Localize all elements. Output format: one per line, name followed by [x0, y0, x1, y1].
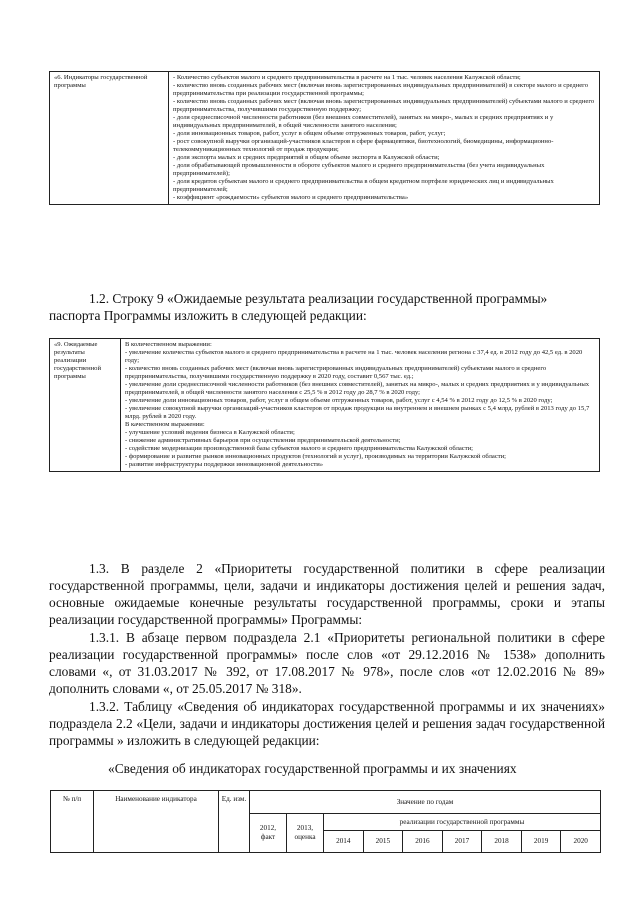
list-item: - содействие модернизации производственной базы субъектов малого и среднего предпринимательства Калужской области; — [125, 445, 473, 452]
list-item: - доля обрабатывающей промышленности в обороте субъектов малого и среднего предпринимательства (без учета индивидуальных предпринимателей); — [173, 162, 545, 177]
col-unit: Ед. изм. — [219, 791, 250, 853]
col-num: № п/п — [51, 791, 94, 853]
year-cell: 2014 — [324, 831, 364, 853]
year-cell: 2016 — [403, 831, 443, 853]
table-heading: «Сведения об индикаторах государственной программы и их значениях — [108, 761, 517, 776]
year-cell: 2017 — [442, 831, 482, 853]
year-cell: 2018 — [482, 831, 522, 853]
list-item: - Количество субъектов малого и среднего предпринимательства в расчете на 1 тыс. человек населения Калужской области; — [173, 74, 521, 81]
list-item: - рост совокупной выручки организаций-участников кластеров в сфере фармацевтики, биотехнологий, биомедицины, информационно-телекоммуникационных технологий от продаж продукции; — [173, 138, 554, 153]
list-item: - увеличение доли инновационных товаров, работ, услуг в общем объеме отгруженных товаров, работ, услуг с 4,54 % в 2012 году до 12,5 % в 2020 году; — [125, 397, 553, 404]
indicators-list — [169, 72, 600, 205]
col-impl: реализации государственной программы — [324, 814, 601, 831]
col-2013: 2013, оценка — [287, 814, 324, 853]
list-item: - формирование и развитие рынков инновационных продуктов (технологий и услуг), производимых на территории Калужской области; — [125, 453, 506, 460]
list-item: - доля инновационных товаров, работ, услуг в общем объеме отгруженных товаров, работ, услуг; — [173, 130, 446, 137]
list-item: - доля кредитов субъектам малого и среднего предпринимательства в общем кредитном портфеле юридических лиц и индивидуальных предпринимателей; — [173, 178, 554, 193]
list-item: - количество вновь созданных рабочих мест (включая вновь зарегистрированных индивидуальных предпринимателей) субъектами малого и среднего предпринимательства, получившими государственную поддержку в 2020 году, составит 0,567 тыс. ед.; — [125, 365, 547, 380]
col-name: Наименование индикатора — [94, 791, 219, 853]
list-item: - снижение административных барьеров при осуществлении предпринимательской деятельности; — [125, 437, 401, 444]
list-item: - увеличение совокупной выручки организаций-участников кластеров от продаж продукции на внутреннем и внешнем рынках с 5,4 млрд. рублей в 2013 году до 15,7 млрд. рублей в 2020 году. — [125, 405, 590, 420]
list-item: - увеличение количества субъектов малого и среднего предпринимательства в расчете на 1 тыс. человек населения региона с 37,4 ед. в 2012 году до 42,5 ед. в 2020 году; — [125, 349, 583, 364]
col-2012: 2012, факт — [250, 814, 287, 853]
year-cell: 2019 — [521, 831, 561, 853]
paragraph-1-2-line1: 1.2. Строку 9 «Ожидаемые результата реализации государственной программы» — [89, 291, 548, 306]
paragraph-1-2-line2: паспорта Программы изложить в следующей редакции: — [49, 308, 367, 323]
list-item: В количественном выражении: — [125, 341, 212, 348]
paragraph-1-3: 1.3. В разделе 2 «Приоритеты государственной политики в сфере реализации государственной программы, цели, задачи и индикаторы достижения целей и решения задач, основные ожидаемые конечные результаты государственной программы, сроки и этапы реализации государственной программы» Программы: — [49, 561, 605, 627]
expected-results-list — [121, 339, 600, 472]
col-values: Значение по годам — [250, 791, 601, 814]
year-cell: 2020 — [561, 831, 601, 853]
indicators-box — [49, 71, 600, 205]
list-item: - развитие инфраструктуры поддержки инновационной деятельности» — [125, 461, 324, 468]
list-item: - доля экспорта малых и средних предприятий в общем объеме экспорта в Калужской области; — [173, 154, 440, 161]
list-item: - доля среднесписочной численности работников (без внешних совместителей), занятых на микро-, малых и средних предприятиях и у индивидуальных предпринимателей, в общей численности занятого населения; — [173, 114, 554, 129]
indicators-label: «6. Индикаторы государственной программы — [50, 72, 169, 205]
list-item: - увеличение доли среднесписочной численности работников (без внешних совместителей), занятых на микро-, малых и средних предприятиях и у индивидуальных предпринимателей, в общей численности занятого населения с 25,5 % в 2012 году до 28,7 % в 2020 году; — [125, 381, 590, 396]
year-cell: 2015 — [363, 831, 403, 853]
indicators-table — [50, 790, 601, 853]
list-item: - количество вновь созданных рабочих мест (включая вновь зарегистрированных индивидуальных предпринимателей) субъектами малого и среднего предпринимательства, получившими государственную поддержку; — [173, 98, 595, 113]
list-item: - улучшение условий ведения бизнеса в Калужской области; — [125, 429, 295, 436]
paragraph-1-3-1: 1.3.1. В абзаце первом подраздела 2.1 «Приоритеты региональной политики в сфере реализации государственной программы» после слов «от 29.12.2016 № 1538» дополнить словами «, от 31.03.2017 № 392, от 17.08.2017 № 978», после слов «от 12.02.2016 № 89» дополнить словами «, от 25.05.2017 № 318». — [49, 630, 605, 696]
list-item: - коэффициент «рождаемости» субъектов малого и среднего предпринимательства» — [173, 194, 409, 201]
list-item: - количество вновь созданных рабочих мест (включая вновь зарегистрированных индивидуальных предпринимателей) в секторе малого и среднего предпринимательства при реализации государственной программы; — [173, 82, 589, 97]
paragraph-1-3-2: 1.3.2. Таблицу «Сведения об индикаторах государственной программы и их значениях» подраздела 2.2 «Цели, задачи и индикаторы достижения целей и решения задач государственной программы » изложить в следующей редакции: — [49, 699, 605, 748]
expected-results-box — [49, 338, 600, 472]
list-item: В качественном выражении: — [125, 421, 205, 428]
expected-results-label: «9. Ожидаемые результаты реализации государственной программы — [50, 339, 121, 472]
